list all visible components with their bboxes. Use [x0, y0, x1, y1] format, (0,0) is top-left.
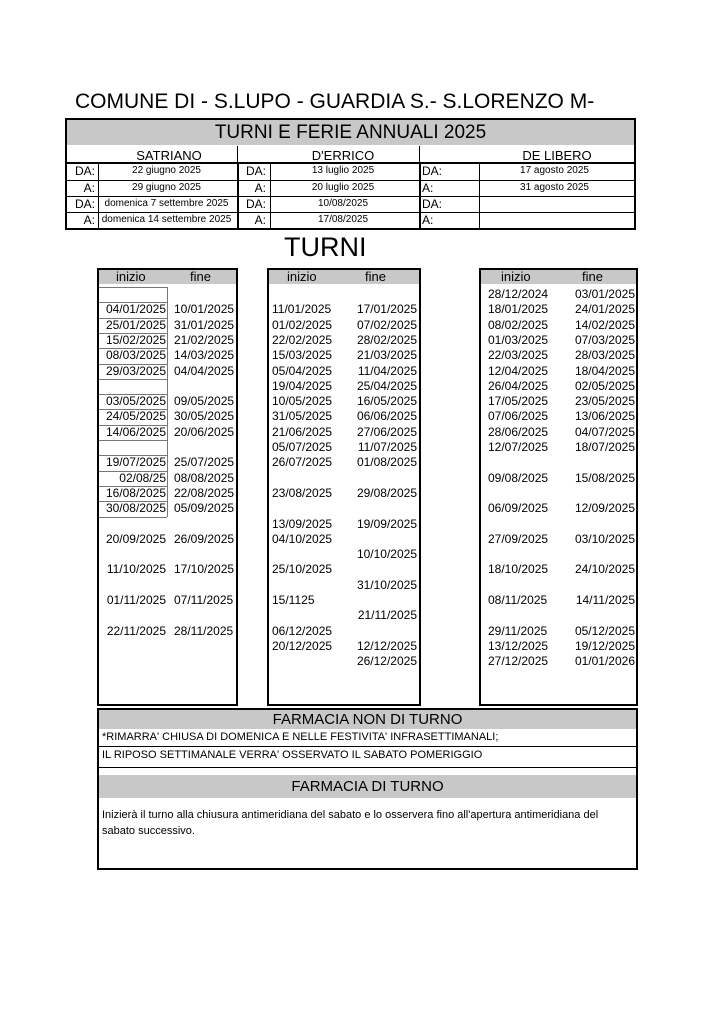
- derrico-fine-date: 01/08/2025: [356, 455, 417, 469]
- derrico-inizio-date: 10/05/2025: [272, 394, 333, 408]
- derrico-col-header: [269, 270, 419, 284]
- derrico-fine-date: 11/04/2025: [357, 364, 417, 378]
- ferie-row-label: A:: [254, 213, 266, 227]
- ferie-header: TURNI E FERIE ANNUALI 2025: [67, 120, 634, 145]
- satriano-fine-date: 21/02/2025: [174, 333, 235, 347]
- ferie-row-label: A:: [254, 181, 266, 195]
- derrico-fine-date: 26/12/2025: [356, 654, 417, 668]
- grid-line: [167, 287, 168, 517]
- derrico-inizio-date: 25/10/2025: [272, 562, 333, 576]
- delibero-inizio-date: 07/06/2025: [488, 409, 549, 423]
- satriano-inizio-date: 02/08/25: [119, 471, 166, 485]
- pharmacy-name: DE LIBERO: [522, 148, 592, 163]
- satriano-inizio-date: 16/08/2025: [105, 486, 166, 500]
- delibero-fine-date: 28/03/2025: [574, 348, 635, 362]
- derrico-inizio-date: 26/07/2025: [272, 455, 333, 469]
- non-turno-line1: *RIMARRA' CHIUSA DI DOMENICA E NELLE FESTIVITA' INFRASETTIMANALI;: [102, 731, 499, 743]
- derrico-fine-date: 10/10/2025: [356, 547, 417, 561]
- satriano-fine-date: 31/01/2025: [174, 318, 235, 332]
- ferie-row-label: A:: [83, 181, 95, 195]
- ferie-divider: [67, 196, 634, 197]
- ferie-row-label: A:: [422, 213, 434, 227]
- derrico-fine-date: 31/10/2025: [356, 578, 417, 592]
- delibero-inizio-date: 17/05/2025: [488, 394, 549, 408]
- satriano-fine-date: 17/10/2025: [174, 562, 235, 576]
- delibero-inizio-date: 09/08/2025: [488, 471, 549, 485]
- satriano-fine-date: 07/11/2025: [174, 593, 234, 607]
- delibero-fine-date: 04/07/2025: [574, 425, 635, 439]
- derrico-inizio-date: 22/02/2025: [272, 333, 333, 347]
- delibero-fine-date: 18/04/2025: [574, 364, 635, 378]
- satriano-fine-date: 05/09/2025: [174, 501, 235, 515]
- derrico-inizio-date: 04/10/2025: [272, 532, 333, 546]
- ferie-date: 13 luglio 2025: [311, 165, 375, 176]
- satriano-fine-date: 10/01/2025: [174, 302, 235, 316]
- delibero-fine-date: 02/05/2025: [574, 379, 635, 393]
- satriano-fine-date: 22/08/2025: [174, 486, 235, 500]
- grid-line: [99, 287, 167, 288]
- divider: [99, 767, 636, 768]
- derrico-fine-date: 28/02/2025: [356, 333, 417, 347]
- derrico-fine-date: 07/02/2025: [356, 318, 417, 332]
- delibero-fine-date: 05/12/2025: [574, 624, 635, 638]
- satriano-fine-date: 30/05/2025: [174, 409, 235, 423]
- ferie-divider: [67, 180, 634, 181]
- satriano-inizio-date: 24/05/2025: [105, 409, 166, 423]
- derrico-fine-date: 25/04/2025: [356, 379, 417, 393]
- derrico-inizio-date: 06/12/2025: [272, 624, 333, 638]
- ferie-divider: [67, 212, 634, 213]
- col-inizio-label: inizio: [116, 269, 146, 284]
- derrico-inizio-date: 23/08/2025: [272, 486, 333, 500]
- di-turno-header: FARMACIA DI TURNO: [99, 775, 636, 798]
- delibero-inizio-date: 08/11/2025: [488, 593, 548, 607]
- satriano-fine-date: 20/06/2025: [174, 425, 235, 439]
- derrico-inizio-date: 20/12/2025: [272, 639, 333, 653]
- delibero-inizio-date: 26/04/2025: [488, 379, 549, 393]
- pharmacy-name: SATRIANO: [136, 148, 202, 163]
- derrico-inizio-date: 15/03/2025: [272, 348, 333, 362]
- satriano-fine-date: 08/08/2025: [174, 471, 235, 485]
- ferie-date: 10/08/2025: [317, 198, 369, 209]
- delibero-fine-date: 23/05/2025: [574, 394, 635, 408]
- delibero-fine-date: 18/07/2025: [574, 440, 635, 454]
- derrico-inizio-date: 13/09/2025: [272, 517, 333, 531]
- delibero-inizio-date: 28/12/2024: [488, 287, 549, 301]
- satriano-inizio-date: 15/02/2025: [105, 333, 166, 347]
- col-inizio-label: inizio: [287, 269, 317, 284]
- grid-line: [99, 379, 167, 380]
- delibero-inizio-date: 01/03/2025: [488, 333, 549, 347]
- ferie-date: domenica 7 settembre 2025: [104, 198, 229, 209]
- satriano-inizio-date: 30/08/2025: [105, 501, 166, 515]
- ferie-date: 20 luglio 2025: [311, 182, 375, 193]
- ferie-date: 22 giugno 2025: [132, 165, 201, 176]
- delibero-inizio-date: 27/09/2025: [488, 532, 549, 546]
- delibero-inizio-date: 12/07/2025: [488, 440, 549, 454]
- satriano-fine-date: 28/11/2025: [174, 624, 234, 638]
- satriano-inizio-date: 11/10/2025: [106, 562, 166, 576]
- delibero-fine-date: 13/06/2025: [574, 409, 635, 423]
- derrico-fine-date: 21/03/2025: [356, 348, 417, 362]
- derrico-fine-date: 21/11/2025: [357, 608, 417, 622]
- satriano-inizio-date: 19/07/2025: [105, 455, 166, 469]
- delibero-fine-date: 19/12/2025: [574, 639, 635, 653]
- satriano-fine-date: 09/05/2025: [174, 394, 235, 408]
- delibero-inizio-date: 18/10/2025: [488, 562, 549, 576]
- delibero-col-header: [481, 270, 636, 284]
- ferie-divider: [98, 162, 99, 228]
- pharmacy-name: D'ERRICO: [311, 148, 375, 163]
- grid-line: [99, 517, 167, 518]
- satriano-fine-date: 14/03/2025: [174, 348, 235, 362]
- col-fine-label: fine: [582, 269, 603, 284]
- delibero-fine-date: 07/03/2025: [574, 333, 635, 347]
- non-turno-header: FARMACIA NON DI TURNO: [99, 710, 636, 729]
- delibero-inizio-date: 29/11/2025: [488, 624, 548, 638]
- derrico-inizio-date: 15/1125: [272, 593, 315, 607]
- derrico-fine-date: 29/08/2025: [356, 486, 417, 500]
- ferie-row-label: DA:: [422, 197, 443, 211]
- delibero-fine-date: 14/02/2025: [574, 318, 635, 332]
- satriano-inizio-date: 29/03/2025: [105, 364, 166, 378]
- delibero-inizio-date: 12/04/2025: [488, 364, 549, 378]
- non-turno-line2: IL RIPOSO SETTIMANALE VERRA' OSSERVATO IL SABATO POMERIGGIO: [102, 749, 483, 761]
- ferie-divider: [419, 146, 420, 162]
- page-title: COMUNE DI - S.LUPO - GUARDIA S.- S.LORENZO M-: [75, 90, 595, 113]
- delibero-fine-date: 14/11/2025: [575, 593, 635, 607]
- delibero-fine-date: 24/10/2025: [574, 562, 635, 576]
- derrico-fine-date: 27/06/2025: [356, 425, 417, 439]
- ferie-date: 17 agosto 2025: [520, 165, 589, 176]
- delibero-inizio-date: 13/12/2025: [488, 639, 549, 653]
- delibero-fine-date: 03/10/2025: [574, 532, 635, 546]
- derrico-fine-date: 16/05/2025: [356, 394, 417, 408]
- ferie-row-label: DA:: [74, 164, 95, 178]
- derrico-fine-date: 11/07/2025: [357, 440, 417, 454]
- satriano-inizio-date: 14/06/2025: [105, 425, 166, 439]
- ferie-row-label: DA:: [245, 164, 266, 178]
- divider: [99, 746, 636, 747]
- ferie-row-label: DA:: [245, 197, 266, 211]
- satriano-inizio-date: 04/01/2025: [105, 302, 166, 316]
- col-fine-label: fine: [190, 269, 211, 284]
- satriano-inizio-date: 03/05/2025: [105, 394, 166, 408]
- satriano-fine-date: 25/07/2025: [174, 455, 235, 469]
- ferie-date: 17/08/2025: [317, 214, 369, 225]
- ferie-row-label: DA:: [422, 164, 443, 178]
- ferie-row-label: DA:: [74, 197, 95, 211]
- delibero-fine-date: 01/01/2026: [574, 654, 635, 668]
- col-fine-label: fine: [365, 269, 386, 284]
- delibero-fine-date: 03/01/2025: [574, 287, 635, 301]
- satriano-inizio-date: 08/03/2025: [105, 348, 166, 362]
- grid-line: [99, 440, 167, 441]
- delibero-inizio-date: 22/03/2025: [488, 348, 549, 362]
- ferie-divider: [67, 162, 634, 164]
- di-turno-text: Inizierà il turno alla chiusura antimeridiana del sabato e lo osservera fino all'apertura antimeridiana del sabato successivo.: [102, 809, 599, 837]
- derrico-inizio-date: 31/05/2025: [272, 409, 333, 423]
- derrico-fine-date: 17/01/2025: [356, 302, 417, 316]
- col-inizio-label: inizio: [501, 269, 531, 284]
- delibero-inizio-date: 27/12/2025: [488, 654, 549, 668]
- derrico-inizio-date: 21/06/2025: [272, 425, 333, 439]
- satriano-fine-date: 26/09/2025: [174, 532, 235, 546]
- derrico-inizio-date: 19/04/2025: [272, 379, 333, 393]
- ferie-divider: [419, 162, 421, 228]
- derrico-fine-date: 06/06/2025: [356, 409, 417, 423]
- derrico-fine-date: 12/12/2025: [356, 639, 417, 653]
- delibero-inizio-date: 28/06/2025: [488, 425, 549, 439]
- delibero-fine-date: 12/09/2025: [574, 501, 635, 515]
- delibero-inizio-date: 08/02/2025: [488, 318, 549, 332]
- turni-title: TURNI: [284, 232, 367, 262]
- derrico-inizio-date: 05/07/2025: [272, 440, 333, 454]
- delibero-fine-date: 15/08/2025: [574, 471, 635, 485]
- delibero-inizio-date: 18/01/2025: [488, 302, 549, 316]
- delibero-inizio-date: 06/09/2025: [488, 501, 549, 515]
- derrico-inizio-date: 05/04/2025: [272, 364, 333, 378]
- satriano-inizio-date: 25/01/2025: [105, 318, 166, 332]
- satriano-col-header: [99, 270, 236, 284]
- ferie-row-label: A:: [83, 213, 95, 227]
- derrico-fine-date: 19/09/2025: [356, 517, 417, 531]
- ferie-date: domenica 14 settembre 2025: [101, 214, 232, 225]
- delibero-fine-date: 24/01/2025: [574, 302, 635, 316]
- satriano-fine-date: 04/04/2025: [174, 364, 235, 378]
- derrico-inizio-date: 11/01/2025: [272, 302, 332, 316]
- ferie-divider: [237, 146, 238, 162]
- derrico-inizio-date: 01/02/2025: [272, 318, 333, 332]
- satriano-inizio-date: 01/11/2025: [106, 593, 166, 607]
- ferie-date: 31 agosto 2025: [520, 182, 589, 193]
- satriano-inizio-date: 22/11/2025: [106, 624, 166, 638]
- satriano-inizio-date: 20/09/2025: [105, 532, 166, 546]
- ferie-date: 29 giugno 2025: [132, 182, 201, 193]
- ferie-row-label: A:: [422, 181, 434, 195]
